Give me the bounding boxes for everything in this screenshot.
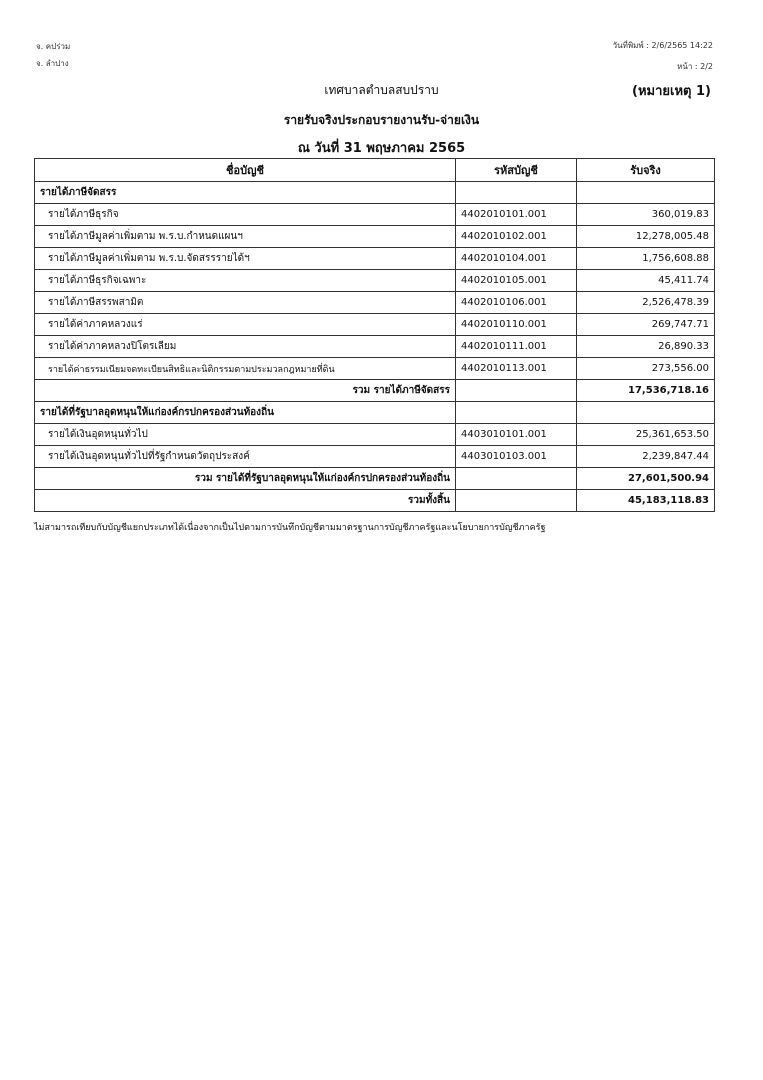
table-row (35, 204, 715, 226)
subtotal-amount: 17,536,718.16 (577, 380, 715, 402)
account-code: 4402010113.001 (456, 358, 577, 380)
account-name: รายได้ค่าธรรมเนียมจดทะเบียนสิทธิและนิติกรรมตามประมวลกฎหมายที่ดิน (35, 358, 456, 380)
report-date: ณ วันที่ 31 พฤษภาคม 2565 (297, 141, 466, 156)
amount: 360,019.83 (577, 204, 715, 226)
subtotal-row (35, 380, 715, 402)
account-name: รายได้ภาษีมูลค่าเพิ่มตาม พ.ร.บ.จัดสรรรายได้ฯ (35, 248, 456, 270)
account-code: 4403010103.001 (456, 446, 577, 468)
account-name: รายได้เงินอุดหนุนทั่วไปที่รัฐกำหนดวัตถุประสงค์ (35, 446, 456, 468)
header-left-line1: จ. คปร่วม (36, 42, 71, 51)
revenue-table (34, 158, 715, 512)
amount: 2,526,478.39 (577, 292, 715, 314)
group-row (35, 402, 715, 424)
amount: 2,239,847.44 (577, 446, 715, 468)
col-header-code: รหัสบัญชี (456, 159, 577, 182)
account-code: 4402010110.001 (456, 314, 577, 336)
table-row (35, 314, 715, 336)
col-header-amount: รับจริง (577, 159, 715, 182)
group-title: รายได้ที่รัฐบาลอุดหนุนให้แก่องค์กรปกครองส่วนท้องถิ่น (35, 402, 456, 424)
account-name: รายได้ภาษีธุรกิจ (35, 204, 456, 226)
subtotal-row (35, 468, 715, 490)
group-row (35, 182, 715, 204)
subtotal-label: รวม รายได้ภาษีจัดสรร (35, 380, 456, 402)
table-row (35, 248, 715, 270)
grand-total-row (35, 490, 715, 512)
table-row (35, 446, 715, 468)
account-code: 4402010111.001 (456, 336, 577, 358)
account-code: 4402010102.001 (456, 226, 577, 248)
account-code: 4402010104.001 (456, 248, 577, 270)
org-name: เทศบาลตำบลสบปราบ (324, 83, 439, 97)
account-code: 4402010101.001 (456, 204, 577, 226)
col-header-account: ชื่อบัญชี (35, 159, 456, 182)
note-label: (หมายเหตุ 1) (632, 84, 711, 99)
report-title: รายรับจริงประกอบรายงานรับ-จ่ายเงิน (283, 113, 480, 127)
table-row (35, 424, 715, 446)
print-date: วันที่พิมพ์ : 2/6/2565 14:22 (612, 41, 713, 50)
table-header-row (35, 159, 715, 182)
account-name: รายได้ภาษีสรรพสามิต (35, 292, 456, 314)
amount: 26,890.33 (577, 336, 715, 358)
account-code: 4402010106.001 (456, 292, 577, 314)
account-code: 4402010105.001 (456, 270, 577, 292)
subtotal-label: รวม รายได้ที่รัฐบาลอุดหนุนให้แก่องค์กรปกครองส่วนท้องถิ่น (35, 468, 456, 490)
account-name: รายได้ค่าภาคหลวงปิโตรเลียม (35, 336, 456, 358)
amount: 269,747.71 (577, 314, 715, 336)
page-number: หน้า : 2/2 (677, 62, 713, 71)
table-row (35, 358, 715, 380)
account-name: รายได้เงินอุดหนุนทั่วไป (35, 424, 456, 446)
account-name: รายได้ภาษีธุรกิจเฉพาะ (35, 270, 456, 292)
subtotal-amount: 27,601,500.94 (577, 468, 715, 490)
group-title: รายได้ภาษีจัดสรร (35, 182, 456, 204)
header-left-line2: จ. ลำปาง (36, 59, 69, 68)
account-code: 4403010101.001 (456, 424, 577, 446)
account-name: รายได้ภาษีมูลค่าเพิ่มตาม พ.ร.บ.กำหนดแผนฯ (35, 226, 456, 248)
grand-total-label: รวมทั้งสิ้น (35, 490, 456, 512)
grand-total-amount: 45,183,118.83 (577, 490, 715, 512)
footnote: ไม่สามารถเทียบกับบัญชีแยกประเภทได้เนื่องจากเป็นไปตามการบันทึกบัญชีตามมาตรฐานการบัญชีภาครัฐและนโยบายการบัญชีภาครัฐ (34, 523, 546, 533)
table-row (35, 336, 715, 358)
amount: 12,278,005.48 (577, 226, 715, 248)
amount: 45,411.74 (577, 270, 715, 292)
amount: 273,556.00 (577, 358, 715, 380)
table-row (35, 270, 715, 292)
table-row (35, 292, 715, 314)
amount: 1,756,608.88 (577, 248, 715, 270)
amount: 25,361,653.50 (577, 424, 715, 446)
table-row (35, 226, 715, 248)
account-name: รายได้ค่าภาคหลวงแร่ (35, 314, 456, 336)
